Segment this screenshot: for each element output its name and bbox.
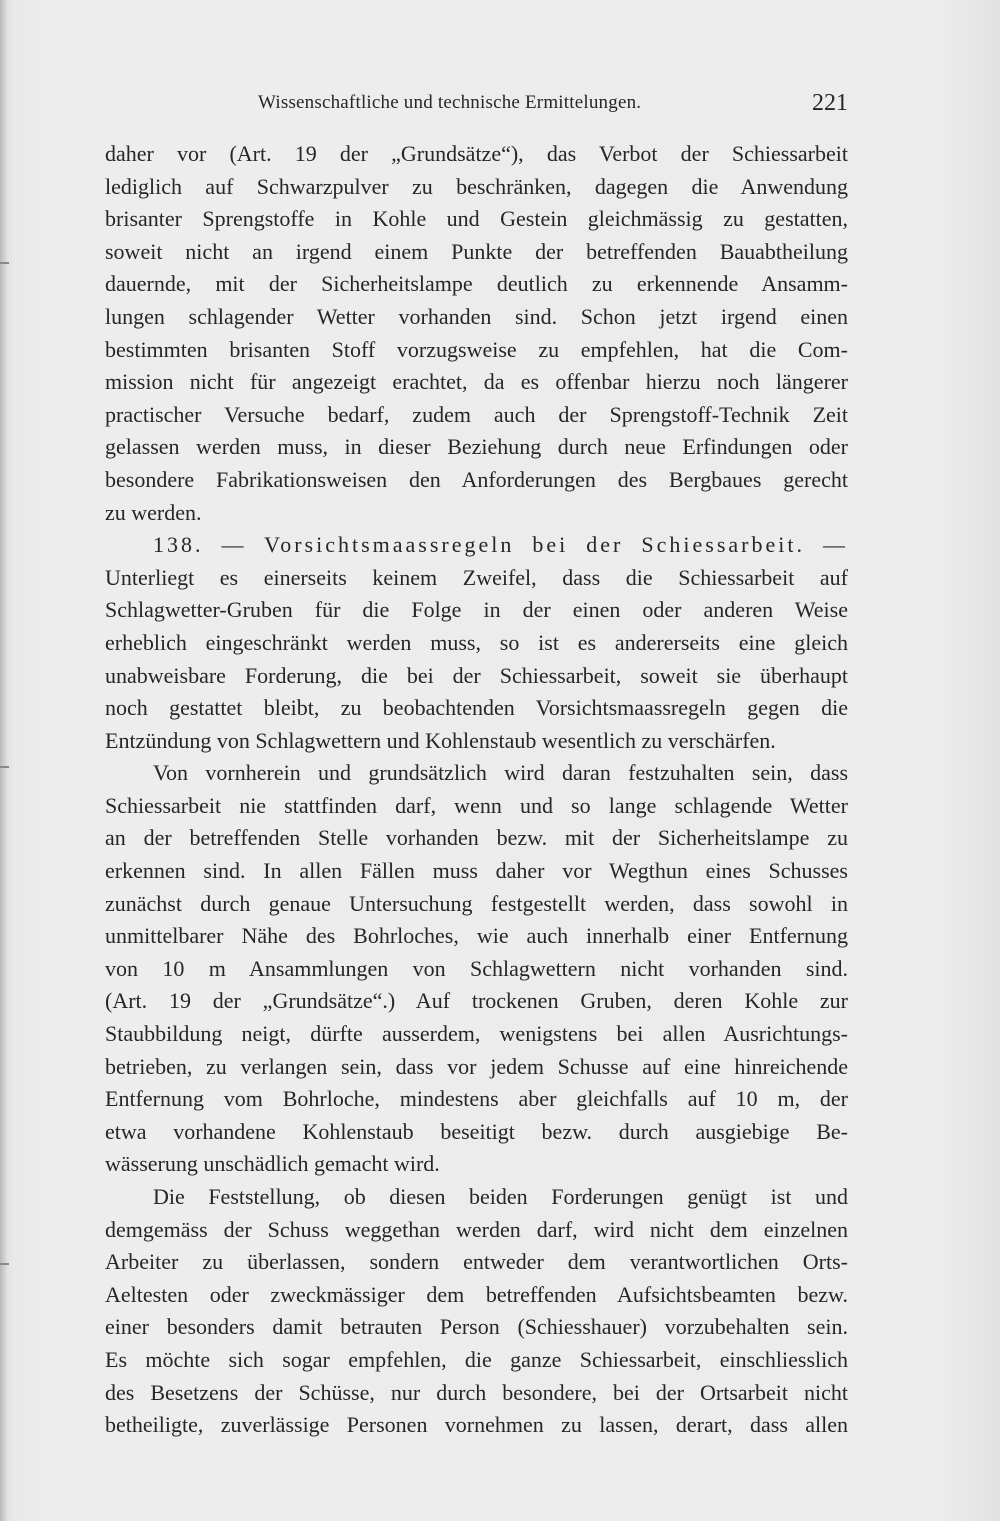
text-line: mission nicht für angezeigt erachtet, da es offenbar hierzu noch längerer (105, 369, 848, 395)
text-line: zunächst durch genaue Untersuchung festgestellt werden, dass sowohl in (105, 890, 848, 916)
text-line: Unterliegt es einerseits keinem Zweifel, dass die Schiessarbeit auf (105, 564, 848, 590)
text-line: betrieben, zu verlangen sein, dass vor jedem Schusse auf eine hinreichende (105, 1053, 848, 1079)
section-heading: 138. — Vorsichtsmaassregeln bei der Schiessarbeit. — (153, 532, 848, 558)
text-line: dauernde, mit der Sicherheitslampe deutlich zu erkennende Ansamm- (105, 271, 848, 297)
text-line: Entzündung von Schlagwettern und Kohlenstaub wesentlich zu verschärfen. (105, 727, 776, 753)
text-line: erheblich eingeschränkt werden muss, so ist es andererseits eine gleich (105, 629, 848, 655)
text-line: von 10 m Ansammlungen von Schlagwettern nicht vorhanden sind. (105, 955, 848, 981)
text-line: betheiligte, zuverlässige Personen vornehmen zu lassen, derart, dass allen (105, 1412, 848, 1438)
text-line: an der betreffenden Stelle vorhanden bezw. mit der Sicherheitslampe zu (105, 825, 848, 851)
text-line: zu werden. (105, 499, 202, 525)
text-line: brisanter Sprengstoffe in Kohle und Gestein gleichmässig zu gestatten, (105, 206, 848, 232)
page-number: 221 (812, 90, 848, 116)
text-line: Es möchte sich sogar empfehlen, die ganze Schiessarbeit, einschliesslich (105, 1346, 848, 1372)
text-line: daher vor (Art. 19 der „Grundsätze“), das Verbot der Schiessarbeit (105, 141, 848, 166)
text-line: soweit nicht an irgend einem Punkte der betreffenden Bauabtheilung (105, 238, 848, 264)
page-header (258, 92, 848, 122)
text-line: Staubbildung neigt, dürfte ausserdem, wenigstens bei allen Ausrichtungs- (105, 1021, 848, 1047)
text-line: lediglich auf Schwarzpulver zu beschränken, dagegen die Anwendung (105, 173, 848, 199)
text-line: unmittelbarer Nähe des Bohrloches, wie auch innerhalb einer Entfernung (105, 923, 848, 949)
text-line: Entfernung vom Bohrloche, mindestens aber gleichfalls auf 10 m, der (105, 1086, 848, 1112)
page-edge-shadow (0, 0, 7, 1521)
text-line: demgemäss der Schuss weggethan werden darf, wird nicht dem einzelnen (105, 1216, 848, 1242)
text-line: einer besonders damit betrauten Person (Schiesshauer) vorzubehalten sein. (105, 1314, 848, 1340)
text-line: lungen schlagender Wetter vorhanden sind. Schon jetzt irgend einen (105, 303, 848, 329)
text-line: Schlagwetter-Gruben für die Folge in der einen oder anderen Weise (105, 597, 848, 623)
body-text (105, 138, 848, 1442)
text-line: Arbeiter zu überlassen, sondern entweder dem verantwortlichen Orts- (105, 1249, 848, 1275)
text-line: gelassen werden muss, in dieser Beziehung durch neue Erfindungen oder (105, 434, 848, 460)
text-line: wässerung unschädlich gemacht wird. (105, 1151, 440, 1177)
running-title: Wissenschaftliche und technische Ermittelungen. (258, 92, 642, 113)
text-line: noch gestattet bleibt, zu beobachtenden Vorsichtsmaassregeln gegen die (105, 695, 848, 721)
text-line: Von vornherein und grundsätzlich wird daran festzuhalten sein, dass (153, 760, 848, 786)
text-line: (Art. 19 der „Grundsätze“.) Auf trockenen Gruben, deren Kohle zur (105, 988, 848, 1014)
text-line: Aeltesten oder zweckmässiger dem betreffenden Aufsichtsbeamten bezw. (105, 1281, 848, 1307)
text-line: etwa vorhandene Kohlenstaub beseitigt bezw. durch ausgiebige Be- (105, 1118, 848, 1144)
margin-tick-mark (0, 766, 9, 768)
margin-tick-mark (0, 1263, 9, 1265)
text-line: practischer Versuche bedarf, zudem auch der Sprengstoff-Technik Zeit (105, 401, 848, 427)
margin-tick-mark (0, 262, 9, 264)
text-line: Schiessarbeit nie stattfinden darf, wenn und so lange schlagende Wetter (105, 792, 848, 818)
text-line: erkennen sind. In allen Fällen muss daher vor Wegthun eines Schusses (105, 858, 848, 884)
text-line: des Besetzens der Schüsse, nur durch besondere, bei der Ortsarbeit nicht (105, 1379, 848, 1405)
text-line: Die Feststellung, ob diesen beiden Forderungen genügt ist und (153, 1184, 848, 1209)
text-line: unabweisbare Forderung, die bei der Schiessarbeit, soweit sie überhaupt (105, 662, 848, 688)
text-line: bestimmten brisanten Stoff vorzugsweise zu empfehlen, hat die Com- (105, 336, 848, 362)
text-line: besondere Fabrikationsweisen den Anforderungen des Bergbaues gerecht (105, 466, 848, 492)
